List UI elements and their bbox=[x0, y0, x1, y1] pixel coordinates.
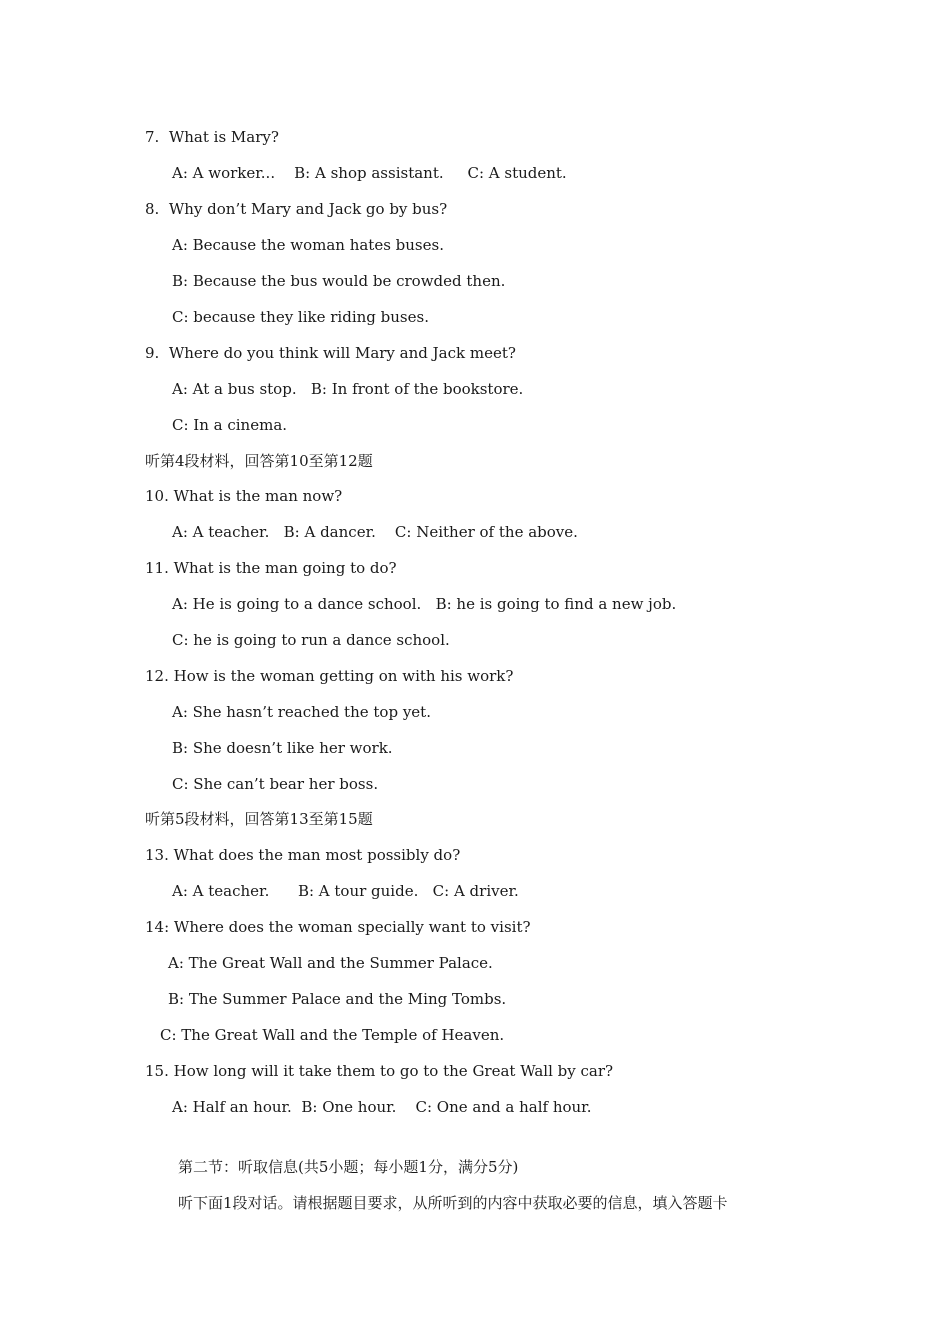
question-8-option-c: C: because they like riding buses. bbox=[172, 308, 429, 326]
question-9: 9. Where do you think will Mary and Jack meet? bbox=[145, 344, 516, 362]
question-12-option-a: A: She hasn’t reached the top yet. bbox=[172, 703, 431, 721]
question-10-options: A: A teacher. B: A dancer. C: Neither of the above. bbox=[172, 523, 578, 541]
question-11: 11. What is the man going to do? bbox=[145, 559, 397, 577]
question-11-options-ab: A: He is going to a dance school. B: he is going to find a new job. bbox=[172, 595, 677, 613]
question-8: 8. Why don’t Mary and Jack go by bus? bbox=[145, 200, 448, 218]
question-14: 14: Where does the woman specially want to visit? bbox=[145, 918, 531, 936]
question-9-option-c: C: In a cinema. bbox=[172, 416, 288, 434]
question-15-options: A: Half an hour. B: One hour. C: One and a half hour. bbox=[172, 1098, 592, 1116]
question-15: 15. How long will it take them to go to the Great Wall by car? bbox=[145, 1062, 614, 1080]
question-14-option-b: B: The Summer Palace and the Ming Tombs. bbox=[168, 990, 507, 1008]
question-13: 13. What does the man most possibly do? bbox=[145, 846, 461, 864]
question-7: 7. What is Mary? bbox=[145, 128, 279, 146]
section-heading-part-4: 听第4段材料，回答第10至第12题 bbox=[145, 452, 373, 470]
question-9-options-ab: A: At a bus stop. B: In front of the bookstore. bbox=[172, 380, 524, 398]
question-7-options: A: A worker... B: A shop assistant. C: A student. bbox=[172, 164, 567, 182]
question-8-option-b: B: Because the bus would be crowded then. bbox=[172, 272, 506, 290]
question-8-option-a: A: Because the woman hates buses. bbox=[172, 236, 444, 254]
question-14-option-c: C: The Great Wall and the Temple of Heaven. bbox=[160, 1026, 505, 1044]
section-two-heading: 第二节：听取信息(共5小题；每小题1分，满分5分) bbox=[178, 1158, 519, 1176]
section-heading-part-5: 听第5段材料，回答第13至第15题 bbox=[145, 810, 373, 828]
question-10: 10. What is the man now? bbox=[145, 487, 343, 505]
question-12-option-c: C: She can’t bear her boss. bbox=[172, 775, 379, 793]
section-two-instructions: 听下面1段对话。请根据题目要求，从所听到的内容中获取必要的信息，填入答题卡 bbox=[178, 1194, 728, 1212]
question-12: 12. How is the woman getting on with his work? bbox=[145, 667, 514, 685]
question-12-option-b: B: She doesn’t like her work. bbox=[172, 739, 393, 757]
question-14-option-a: A: The Great Wall and the Summer Palace. bbox=[168, 954, 493, 972]
question-13-options: A: A teacher. B: A tour guide. C: A driver. bbox=[172, 882, 519, 900]
question-11-option-c: C: he is going to run a dance school. bbox=[172, 631, 450, 649]
